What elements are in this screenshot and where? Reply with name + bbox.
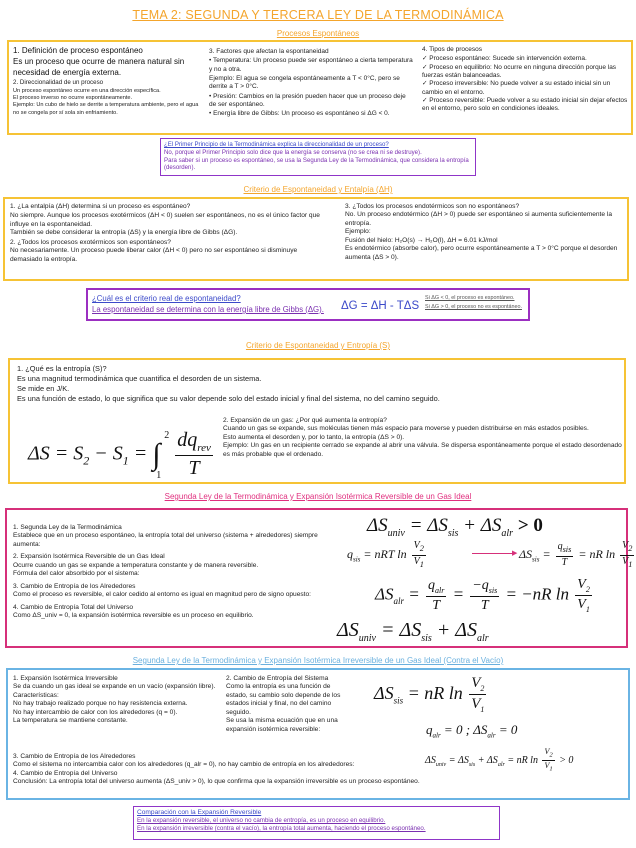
irr-eq-alr: $q_{alr} = 0$ ; $\Delta S_{alr} = 0$ <box>426 722 518 740</box>
factores-t4: • Energía libre de Gibbs: Un proceso es espontáneo si ΔG < 0. <box>209 110 390 118</box>
rev-h4: 4. Cambio de Entropía Total del Universo <box>13 603 134 611</box>
direccionalidad-t3: Ejemplo: Un cubo de hielo se derrite a temperatura ambiente, pero el agua no se congela por sí sola sin enfriamiento. <box>13 102 199 116</box>
procesos-box <box>7 40 633 135</box>
section-heading-reversible: Segunda Ley de la Termodinámica y Expansión Isotérmica Reversible de un Gas Ideal <box>164 492 472 501</box>
irr-t9: Conclusión: La entropía total del universo aumenta (ΔS_univ > 0), lo que confirma que la expansión irreversible es un proceso espontáneo. <box>13 778 420 786</box>
primer-principio-box <box>160 138 476 176</box>
entalpia-q1: 1. ¿La entalpía (ΔH) determina si un proceso es espontáneo? <box>10 203 191 210</box>
entalpia-t5: Es endotérmico (absorbe calor), pero ocurre espontáneamente a T > 0°C porque el desorden aumenta (ΔS > 0). <box>345 245 618 261</box>
irr-t5: La temperatura se mantiene constante. <box>13 717 128 725</box>
entropia-t6: Ejemplo: Un gas en un recipiente cerrado se expande al abrir una válvula. Se dispersa espontáneamente porque el estado desordenado es más probable que el ordenado. <box>223 442 622 458</box>
gibbs-box <box>86 288 530 321</box>
tipos-heading: 4. Tipos de procesos <box>422 46 482 53</box>
entropia-t4: Cuando un gas se expande, sus moléculas tienen más espacio para moverse y pueden distribuirse en más estados posibles. <box>223 425 589 433</box>
primer-principio-t2: No, porque el Primer Principio solo dice que la energía se conserva (no se crea ni se destruye). <box>164 148 422 156</box>
rev-h1: 1. Segunda Ley de la Termodinámica <box>13 524 122 531</box>
factores-t3: • Presión: Cambios en la presión pueden hacer que un proceso deje de ser espontáneo. <box>209 92 406 108</box>
rev-eq-univ-total: $\Delta S_{univ} = \Delta S_{sis} + \Delta S_{alr}$ <box>337 619 489 644</box>
section-heading-entropia: Criterio de Espontaneidad y Entropía (S) <box>245 341 391 350</box>
direccionalidad-t1: Un proceso espontáneo ocurre en una dirección específica. <box>13 88 161 95</box>
comparacion-box <box>133 806 500 840</box>
irr-eq-univ: $\Delta S_{univ} = \Delta S_{sis} + \Delta S_{alr}$ = nR ln $\frac{V_2}{V_1}$ > 0 <box>425 747 574 773</box>
tipos-t1: ✓ Proceso espontáneo: Sucede sin intervención externa. <box>422 55 587 63</box>
entalpia-ejemplo: Ejemplo: <box>345 228 371 236</box>
irr-t1: Se da cuando un gas ideal se expande en un vacío (expansión libre). <box>13 683 216 691</box>
reversible-box <box>5 508 633 648</box>
irr-h1: 1. Expansión Isotérmica Irreversible <box>13 675 118 682</box>
section-heading-entalpia: Criterio de Espontaneidad y Entalpía (ΔH) <box>243 185 393 194</box>
definicion-heading: 1. Definición de proceso espontáneo <box>13 46 143 55</box>
irr-h3: 3. Cambio de Entropía de los Alrededores <box>13 753 136 760</box>
entalpia-t3: No necesariamente. Un proceso puede liberar calor (ΔH < 0) pero no ser espontáneo si disminuye demasiado la entropía. <box>10 247 298 263</box>
gibbs-note2: Si ΔG > 0, el proceso no es espontáneo. <box>425 304 522 310</box>
irr-t3: No hay trabajo realizado porque no hay resistencia externa. <box>13 700 188 708</box>
arrow-right-icon: ▶ <box>512 550 518 557</box>
entropia-t1: Es una magnitud termodinámica que cuantifica el desorden de un sistema. <box>17 373 262 383</box>
factores-heading: 3. Factores que afectan la espontaneidad <box>209 48 329 55</box>
rev-eq-salr: $\Delta S_{alr}$ = $\frac{q_{alr}}{T}$ = $\frac{-q_{sis}}{T}$ = −nR ln $\frac{V_2}{V_1}$ <box>375 577 590 614</box>
factores-t1: • Temperatura: Un proceso puede ser espontáneo a cierta temperatura y no a otra. <box>209 57 413 73</box>
irr-h2: 2. Cambio de Entropía del Sistema <box>226 675 329 682</box>
entropia-t2: Se mide en J/K. <box>17 383 70 393</box>
irr-t6: Como la entropía es una función de estado, su cambio solo depende de los estados inicial y final, no del camino seguido. <box>226 683 341 716</box>
irr-h4: 4. Cambio de Entropía del Universo <box>13 769 118 777</box>
rev-eq-univ: $\Delta S_{univ} = \Delta S_{sis} + \Delta S_{alr} > 0$ <box>367 515 543 539</box>
tipos-t2: ✓ Proceso en equilibrio: No ocurre en ninguna dirección porque las fuerzas están balanceadas. <box>422 63 617 79</box>
section-heading-irreversible: Segunda Ley de la Termodinámica y Expansión Isotérmica Irreversible de un Gas Ideal (Contra el Vacío) <box>132 656 504 665</box>
primer-principio-question: ¿El Primer Principio de la Termodinámica explica la direccionalidad de un proceso? <box>164 141 389 148</box>
rev-t2: Ocurre cuando un gas se expande a temperatura constante y de manera reversible. <box>13 561 259 569</box>
comparacion-heading: Comparación con la Expansión Reversible <box>137 809 262 816</box>
rev-eq-ssis: $\Delta S_{sis}$ = $\frac{q_{sis}}{T}$ = nR ln $\frac{V_2}{V_1}$ <box>519 540 633 569</box>
irr-t2: Características: <box>13 691 59 699</box>
arrow-line <box>472 553 514 554</box>
gibbs-question: ¿Cuál es el criterio real de espontaneidad? <box>92 294 241 303</box>
definicion-text: Es un proceso que ocurre de manera natural sin necesidad de energía externa. <box>13 57 185 77</box>
entalpia-t2: También se debe considerar la entropía (ΔS) y la energía libre de Gibbs (ΔG). <box>10 229 238 237</box>
entalpia-box <box>3 197 629 281</box>
entalpia-t1: No siempre. Aunque los procesos exotérmicos (ΔH < 0) suelen ser espontáneos, no es el único factor que influye en la espontaneidad. <box>10 212 320 228</box>
tipos-t4: ✓ Proceso reversible: Puede volver a su estado inicial sin dejar efectos en el entorno, pero solo en condiciones ideales. <box>422 96 628 113</box>
comparacion-t1: En la expansión reversible, el universo no cambia de entropía, es un proceso en equilibrio. <box>137 817 386 825</box>
rev-t5: Como ΔS_univ = 0, la expansión isotérmica reversible es un proceso en equilibrio. <box>13 611 254 619</box>
irreversible-box <box>6 668 630 800</box>
entalpia-q2: 2. ¿Todos los procesos exotérmicos son espontáneos? <box>10 238 171 246</box>
primer-principio-t3: Para saber si un proceso es espontáneo, se usa la Segunda Ley de la Termodinámica, que considera la entropía (desorden). <box>164 156 469 172</box>
irr-t7: Se usa la misma ecuación que en una expansión isotérmica reversible: <box>226 717 338 733</box>
gibbs-answer: La espontaneidad se determina con la energía libre de Gibbs (ΔG). <box>92 305 324 314</box>
factores-t2: Ejemplo: El agua se congela espontáneamente a T < 0°C, pero se derrite a T > 0°C. <box>209 74 400 91</box>
entropia-q2: 2. Expansión de un gas: ¿Por qué aumenta la entropía? <box>223 417 387 424</box>
gibbs-formula: ΔG = ΔH - TΔS <box>341 300 420 312</box>
entropia-q1: 1. ¿Qué es la entropía (S)? <box>17 364 107 373</box>
entalpia-t4: No. Un proceso endotérmico (ΔH > 0) puede ser espontáneo si aumenta suficientemente la entropía. <box>345 211 613 227</box>
irr-t4: No hay intercambio de calor con los alrededores (q = 0). <box>13 708 178 716</box>
rev-h2: 2. Expansión Isotérmica Reversible de un Gas Ideal <box>13 553 165 561</box>
entropia-equation: $\Delta S = S_2 - S_1$ = ∫ 2 1 $\frac{dq_{rev}}{T}$ <box>28 429 211 481</box>
rev-eq-qsis: $q_{sis}$ = nRT ln $\frac{V_2}{V_1}$ <box>347 540 424 569</box>
irr-eq-ssis: $\Delta S_{sis}$ = nR ln $\frac{V_2}{V_1}$ <box>374 675 485 715</box>
comparacion-t2: En la expansión irreversible (contra el vacío), la entropía total aumenta, haciendo el proceso espontáneo. <box>137 825 426 833</box>
section-heading-procesos: Procesos Espontáneos <box>276 29 360 38</box>
tipos-t3: ✓ Proceso irreversible: No puede volver a su estado inicial sin un cambio en el entorno. <box>422 80 611 96</box>
entropia-box <box>8 358 626 484</box>
entropia-t3: Es una función de estado, lo que significa que su valor depende solo del estado inicial y final del sistema, no del camino seguido. <box>17 393 440 403</box>
direccionalidad-t2: El proceso inverso no ocurre espontáneamente. <box>13 95 133 102</box>
gibbs-note1: Si ΔG < 0, el proceso es espontáneo. <box>425 295 515 301</box>
page-title: TEMA 2: SEGUNDA Y TERCERA LEY DE LA TERMODINÁMICA <box>132 8 504 22</box>
rev-t1: Establece que en un proceso espontáneo, la entropía total del universo (sistema + alrededores) siempre aumenta: <box>13 532 318 548</box>
rev-t3: Fórmula del calor absorbido por el sistema: <box>13 570 140 578</box>
entalpia-fusion: Fusión del hielo: H₂O(s) → H₂O(l), ΔH = 6.01 kJ/mol <box>345 236 498 244</box>
rev-t4: Como el proceso es reversible, el calor cedido al entorno es igual en magnitud pero de signo opuesto: <box>13 591 311 599</box>
rev-h3: 3. Cambio de Entropía de los Alrededores <box>13 582 136 590</box>
irr-t8: Como el sistema no intercambia calor con los alrededores (q_alr = 0), no hay cambio de entropía en los alrededores: <box>13 761 355 769</box>
entropia-t5: Esto aumenta el desorden y, por lo tanto, la entropía (ΔS > 0). <box>223 433 405 441</box>
direccionalidad-heading: 2. Direccionalidad de un proceso <box>13 79 104 87</box>
entalpia-q3: 3. ¿Todos los procesos endotérmicos son no espontáneos? <box>345 203 520 210</box>
